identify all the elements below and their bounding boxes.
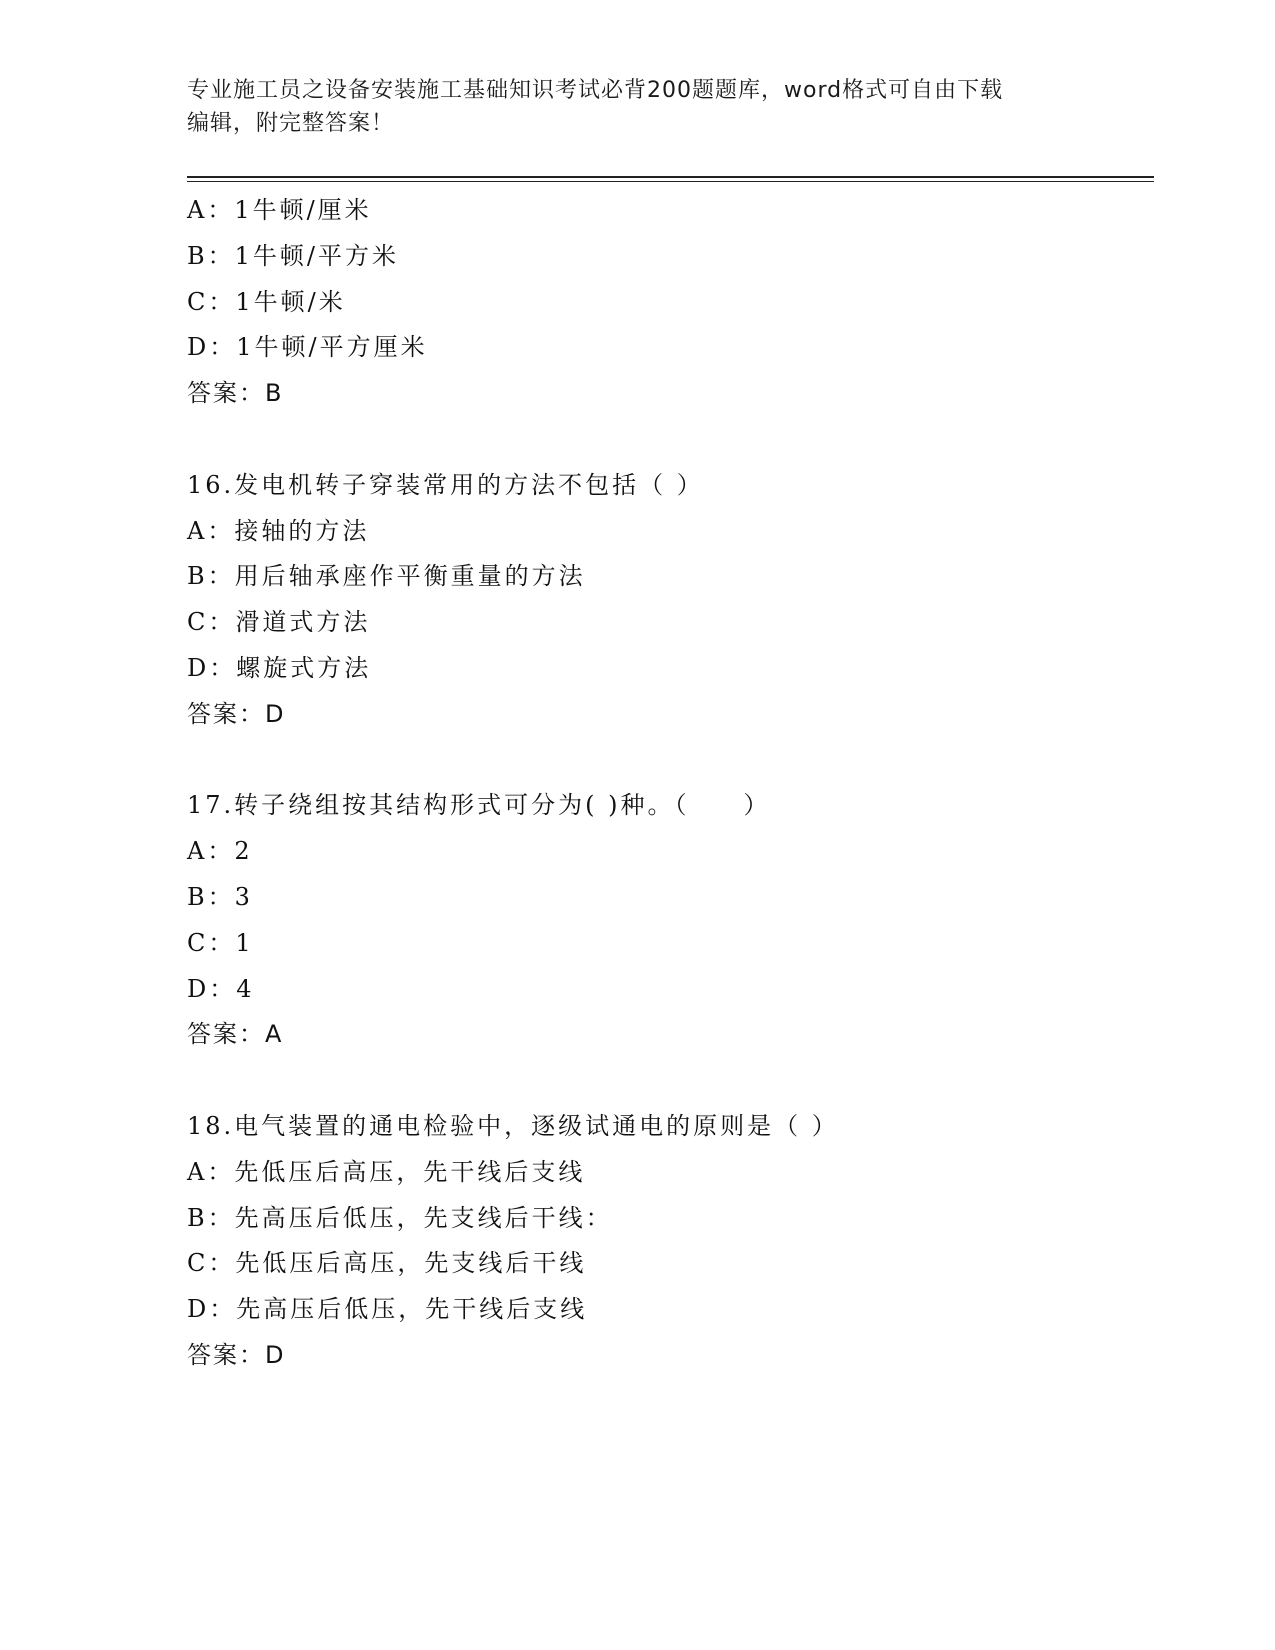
- question-stem: 18.电气装置的通电检验中，逐级试通电的原则是（ ）: [187, 1111, 839, 1140]
- question-stem: 16.发电机转子穿装常用的方法不包括（ ）: [187, 470, 704, 499]
- option-a: A：1牛顿/厘米: [187, 196, 372, 224]
- header-title-line2: 编辑，附完整答案！: [187, 111, 395, 136]
- option-c: C：1: [187, 928, 254, 957]
- option-c: C：滑道式方法: [187, 608, 371, 637]
- option-a: A：先低压后高压，先干线后支线: [187, 1157, 586, 1186]
- spacer: [187, 417, 1147, 463]
- question-15-partial: [187, 188, 1147, 417]
- question-16: [187, 463, 1147, 738]
- header-title-line1: 专业施工员之设备安装施工基础知识考试必背200题题库，word格式可自由下载: [187, 78, 1004, 103]
- spacer: [187, 738, 1147, 784]
- answer-line: 答案：D: [187, 1340, 286, 1369]
- question-stem: 17.转子绕组按其结构形式可分为( )种。（ ）: [187, 791, 771, 820]
- option-b: B：用后轴承座作平衡重量的方法: [187, 562, 586, 591]
- answer-line: 答案：B: [187, 379, 284, 408]
- option-b: B：1牛顿/平方米: [187, 241, 399, 270]
- option-c: C：1牛顿/米: [187, 287, 346, 316]
- option-b: B：先高压后低压，先支线后干线：: [187, 1203, 613, 1232]
- question-list: [187, 188, 1147, 1379]
- question-18: [187, 1104, 1147, 1379]
- question-17: [187, 783, 1147, 1058]
- option-d: D：4: [187, 974, 255, 1003]
- header-divider-thin: [187, 181, 1154, 182]
- option-d: D：1牛顿/平方厘米: [187, 333, 428, 362]
- option-d: D：螺旋式方法: [187, 653, 372, 682]
- option-b: B：3: [187, 882, 253, 911]
- header-divider-thick: [187, 176, 1154, 178]
- document-header: [187, 74, 1087, 140]
- option-c: C：先低压后高压，先支线后干线: [187, 1249, 587, 1278]
- answer-line: 答案：A: [187, 1020, 284, 1049]
- option-d: D：先高压后低压，先干线后支线: [187, 1295, 588, 1324]
- option-a: A：接轴的方法: [187, 516, 370, 545]
- option-a: A：2: [187, 837, 253, 866]
- spacer: [187, 1058, 1147, 1104]
- answer-line: 答案：D: [187, 699, 286, 728]
